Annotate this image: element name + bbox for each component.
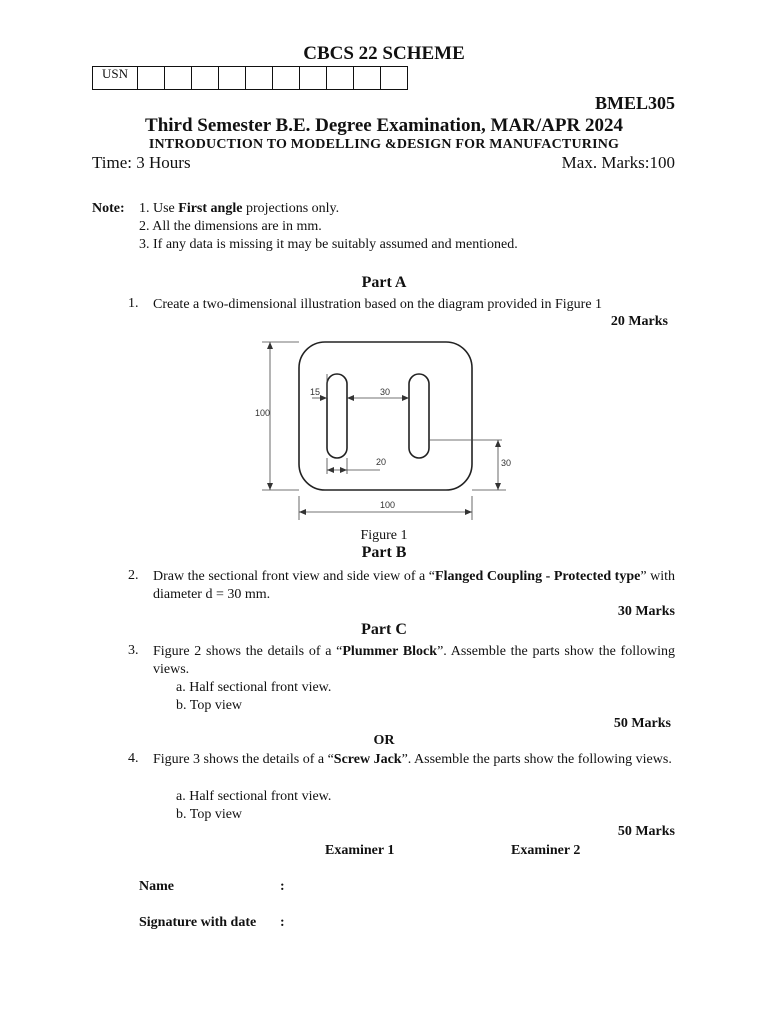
question-1-text: Create a two-dimensional illustration based on the diagram provided in Figure 1: [153, 297, 603, 312]
figure-caption: Figure 1: [360, 528, 408, 543]
outer-plate-shape: [299, 342, 472, 490]
note-line-3: 3. If any data is missing it may be suitably assumed and mentioned.: [139, 237, 518, 252]
max-marks: Max. Marks:100: [561, 153, 675, 172]
question-3-marks: 50 Marks: [613, 716, 671, 731]
note-line-1: 1. Use First angle projections only.: [139, 201, 340, 216]
question-number: 3.: [128, 643, 139, 658]
question-3-sub-b: b. Top view: [176, 698, 243, 713]
or-separator: OR: [373, 733, 395, 748]
question-number: 2.: [128, 568, 139, 583]
usn-cell: [273, 67, 300, 90]
part-b-title: Part B: [361, 544, 407, 561]
exam-time: Time: 3 Hours: [92, 153, 191, 172]
scheme-title: CBCS 22 SCHEME: [303, 43, 465, 64]
usn-cell: [300, 67, 327, 90]
right-slot-shape: [409, 374, 429, 458]
question-2-marks: 30 Marks: [617, 604, 675, 619]
subject-title: INTRODUCTION TO MODELLING &DESIGN FOR MANUFACTURING: [148, 137, 620, 152]
exam-title: Third Semester B.E. Degree Examination, MAR/APR 2024: [145, 115, 623, 136]
name-label: Name: [139, 879, 174, 894]
question-2-text: Draw the sectional front view and side view of a “Flanged Coupling - Protected type” with diameter d = 30 mm.: [153, 569, 675, 602]
part-c-title: Part C: [361, 621, 407, 638]
signature-label: Signature with date: [139, 915, 257, 930]
question-4-sub-b: b. Top view: [176, 807, 243, 822]
figure-1-drawing: [255, 336, 522, 522]
question-3-text: Figure 2 shows the details of a “Plummer Block”. Assemble the parts show the following views.: [153, 644, 675, 677]
dim-slot-label: 15: [310, 387, 321, 397]
usn-cell: [165, 67, 192, 90]
question-3-sub-a: a. Half sectional front view.: [176, 680, 332, 695]
usn-table: [92, 66, 408, 90]
examiner-1-heading: Examiner 1: [325, 843, 395, 858]
course-code: BMEL305: [594, 93, 675, 113]
question-4-text: Figure 3 shows the details of a “Screw Jack”. Assemble the parts show the following views.: [153, 752, 672, 767]
name-colon: :: [280, 879, 285, 894]
dim-gap-label: 30: [380, 387, 391, 397]
left-slot-shape: [327, 374, 347, 458]
question-number: 4.: [128, 751, 139, 766]
note-line-2: 2. All the dimensions are in mm.: [139, 219, 322, 234]
dim-span-label: 20: [376, 457, 387, 467]
dim-right-label: 30: [501, 458, 512, 468]
question-number: 1.: [128, 296, 139, 311]
dim-width-label: 100: [380, 500, 396, 510]
note-label: Note:: [92, 201, 125, 216]
question-1-marks: 20 Marks: [610, 314, 668, 329]
usn-cell: [354, 67, 381, 90]
dim-height-label: 100: [255, 408, 271, 418]
usn-cell: [327, 67, 354, 90]
usn-cell: [138, 67, 165, 90]
examiner-2-heading: Examiner 2: [511, 843, 581, 858]
signature-colon: :: [280, 915, 285, 930]
usn-cell: [192, 67, 219, 90]
usn-cell: [219, 67, 246, 90]
question-4-sub-a: a. Half sectional front view.: [176, 789, 332, 804]
usn-cell: [381, 67, 408, 90]
usn-label: USN: [93, 67, 138, 90]
usn-cell: [246, 67, 273, 90]
part-a-title: Part A: [361, 274, 407, 291]
question-4-marks: 50 Marks: [617, 824, 675, 839]
